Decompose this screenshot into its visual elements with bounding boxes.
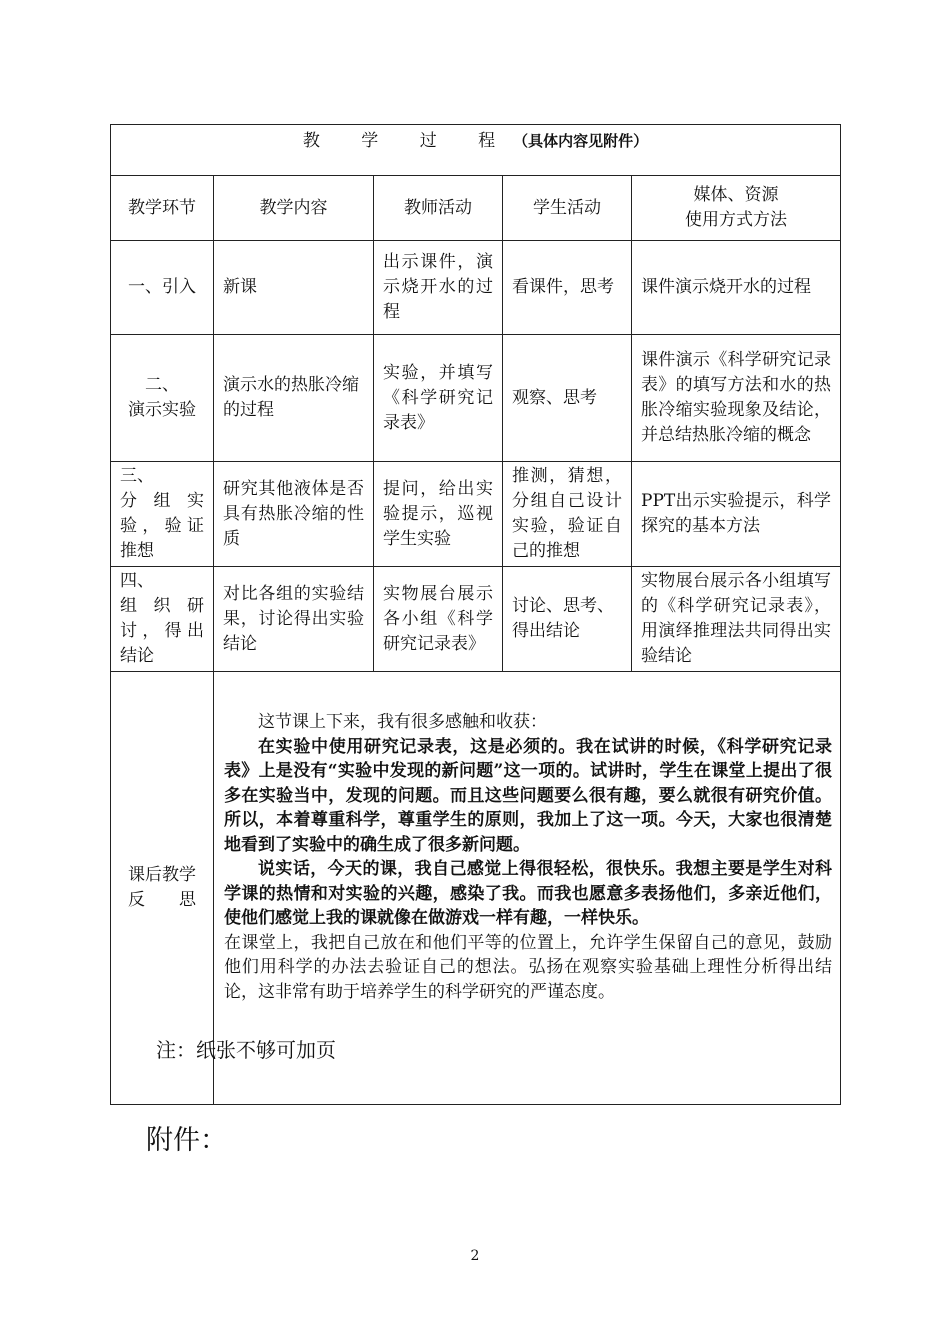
content-cell: 对比各组的实验结果，讨论得出实验结论: [214, 567, 374, 672]
content-cell: 新课: [214, 241, 374, 335]
content-cell: 演示水的热胀冷缩的过程: [214, 335, 374, 462]
stage-cell: 二、 演示实验: [111, 335, 214, 462]
lesson-process-table: [110, 124, 841, 1105]
reflection-paragraph: 在课堂上，我把自己放在和他们平等的位置上，允许学生保留自己的意见，鼓励他们用科学的办法去验证自己的想法。弘扬在观察实验基础上理性分析得出结论，这非常有助于培养学生的科学研究的严谨态度。: [224, 932, 833, 1002]
teacher-cell: 实物展台展示各小组《科学研究记录表》: [374, 567, 503, 672]
media-cell: 实物展台展示各小组填写的《科学研究记录表》，用演绎推理法共同得出实验结论: [632, 567, 841, 672]
table-header-row: [111, 176, 841, 241]
table-title-main: 教 学 过 程: [302, 131, 514, 151]
header-teacher-activity: 教师活动: [374, 176, 503, 241]
reflection-paragraph: 这节课上下来，我有很多感触和收获：: [258, 712, 547, 732]
student-cell: 推测，猜想，分组自己设计实验，验证自己的推想: [503, 462, 632, 567]
reflection-label: 课后教学 反 思: [111, 672, 214, 1105]
media-cell: 课件演示烧开水的过程: [632, 241, 841, 335]
table-title-note: （具体内容见附件）: [513, 132, 649, 150]
table-row: [111, 241, 841, 335]
table-row: [111, 335, 841, 462]
table-row: [111, 567, 841, 672]
reflection-paragraph: 说实话，今天的课，我自己感觉上得很轻松，很快乐。我想主要是学生对科学课的热情和对实验的兴趣，感染了我。而我也愿意多表扬他们，多亲近他们，使他们感觉上我的课就像在做游戏一样有趣，一样快乐。: [224, 859, 833, 928]
content-cell: 研究其他液体是否具有热胀冷缩的性质: [214, 462, 374, 567]
table-title: [111, 125, 841, 176]
header-content: 教学内容: [214, 176, 374, 241]
page-note: 注：纸张不够可加页: [156, 1038, 336, 1062]
student-cell: 看课件，思考: [503, 241, 632, 335]
header-media: 媒体、资源 使用方式方法: [632, 176, 841, 241]
reflection-paragraph: 在实验中使用研究记录表，这是必须的。我在试讲的时候，《科学研究记录表》上是没有“实验中发现的新问题”这一项的。试讲时，学生在课堂上提出了很多在实验当中，发现的问题。而且这些问题要么很有趣，要么就很有研究价值。所以，本着尊重科学，尊重学生的原则，我加上了这一项。今天，大家也很清楚地看到了实验中的确生成了很多新问题。: [224, 736, 833, 855]
student-cell: 观察、思考: [503, 335, 632, 462]
table-title-row: [111, 125, 841, 176]
page-number: 2: [470, 1248, 480, 1264]
stage-cell: 四、 组织研讨，得出结论: [111, 567, 214, 672]
media-cell: PPT出示实验提示，科学探究的基本方法: [632, 462, 841, 567]
stage-cell: 一、引入: [111, 241, 214, 335]
header-student-activity: 学生活动: [503, 176, 632, 241]
attachment-heading: 附件：: [146, 1125, 227, 1156]
teacher-cell: 提问，给出实验提示，巡视学生实验: [374, 462, 503, 567]
teacher-cell: 出示课件，演示烧开水的过程: [374, 241, 503, 335]
table-row: [111, 462, 841, 567]
student-cell: 讨论、思考、得出结论: [503, 567, 632, 672]
stage-cell: 三、 分组实验，验证推想: [111, 462, 214, 567]
media-cell: 课件演示《科学研究记录表》的填写方法和水的热胀冷缩实验现象及结论，并总结热胀冷缩的概念: [632, 335, 841, 462]
header-stage: 教学环节: [111, 176, 214, 241]
teacher-cell: 实验，并填写《科学研究记录表》: [374, 335, 503, 462]
